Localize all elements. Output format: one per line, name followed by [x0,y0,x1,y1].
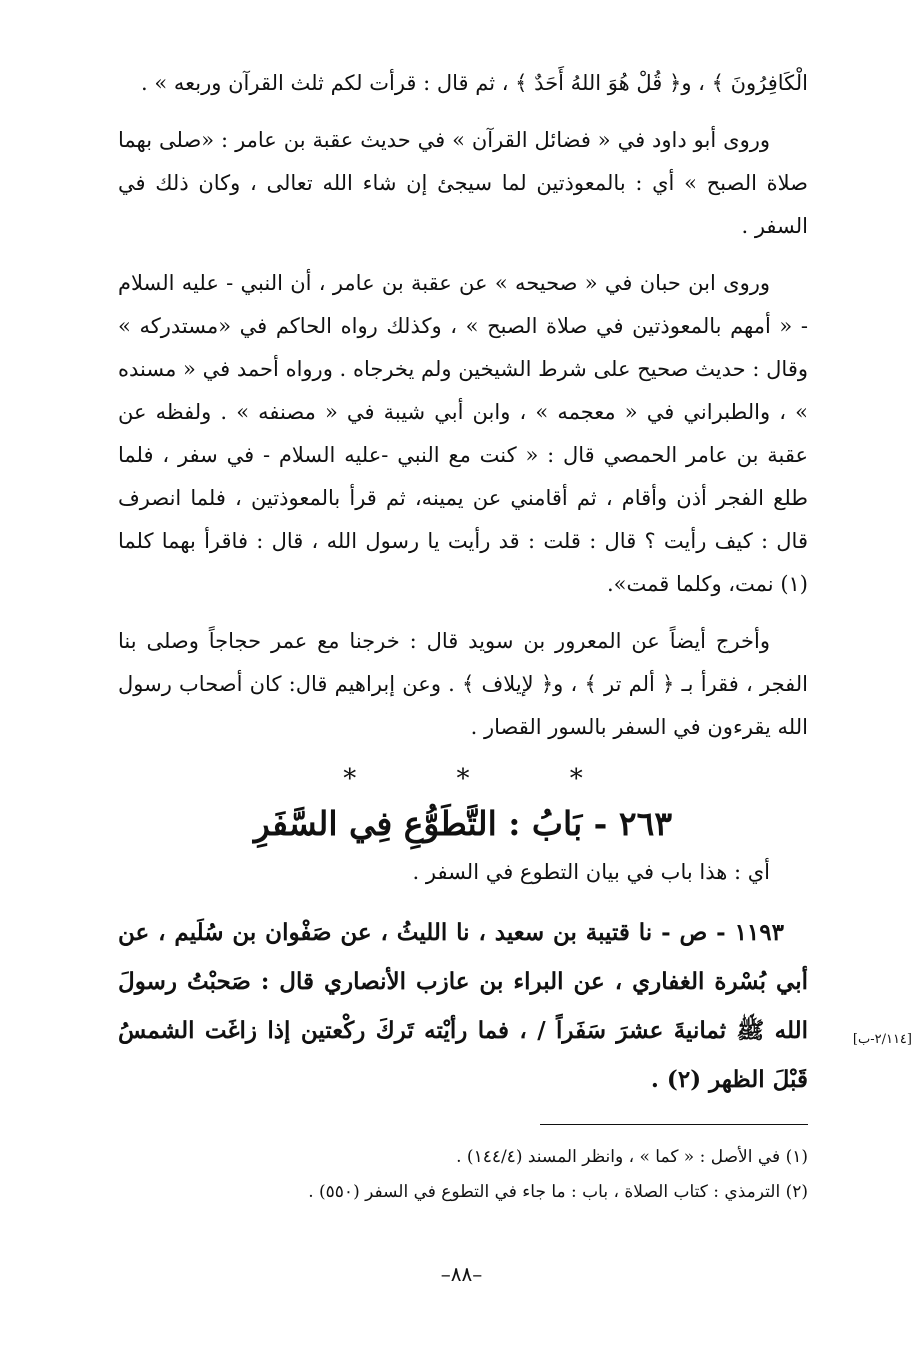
page-number: –٨٨– [440,1262,483,1286]
footnote-divider [540,1124,808,1125]
footnote-2: (٢) الترمذي : كتاب الصلاة ، باب : ما جاء في التطوع في السفر (٥٥٠) . [308,1182,808,1202]
paragraph-3: وروى ابن حبان في « صحيحه » عن عقبة بن عامر ، أن النبي - عليه السلام - « أمهم بالمعوذتين في صلاة الصبح » ، وكذلك رواه الحاكم في «مستدركه » وقال : حديث صحيح على شرط الشيخين ولم يخرجاه . ورواه أحمد في « مسنده » ، والطبراني في « معجمه » ، وابن أبي شيبة في « مصنفه » . ولفظه عن عقبة بن عامر الحمصي قال : « كنت مع النبي -عليه السلام - في سفر ، فلما طلع الفجر أذن وأقام ، ثم أقامني عن يمينه، ثم قرأ بالمعوذتين ، فلما انصرف قال : كيف رأيت ؟ قال : قلت : قد رأيت يا رسول الله ، قال : فاقرأ بهما كلما (١) نمت، وكلما قمت». [118,271,808,596]
manuscript-folio-marker: [٢/١١٤-ب] [852,1032,912,1047]
footnotes [118,1140,808,1210]
paragraph-4: وأخرج أيضاً عن المعرور بن سويد قال : خرجنا مع عمر حجاجاً وصلى بنا الفجر ، فقرأ بـ ﴿ ألم تر ﴾ ، و﴿ لإيلاف ﴾ . وعن إبراهيم قال: كان أصحاب رسول الله يقرءون في السفر بالسور القصار . [118,629,808,739]
paragraph-1: الْكَافِرُونَ ﴾ ، و﴿ قُلْ هُوَ اللهُ أَحَدٌ ﴾ ، ثم قال : قرأت لكم ثلث القرآن وربعه » . [141,71,808,95]
section-separator: * * * [343,764,629,794]
hadith-text: ١١٩٣ - ص - نا قتيبة بن سعيد ، نا الليثُ ، عن صَفْوان بن سُلَيم ، عن أبي بُسْرة الغفاري ، عن البراء بن عازب الأنصاري قال : صَحبْتُ رسولَ الله ﷺ ثمانيةَ عشرَ سَفَراً / ، فما رأيْته تَركَ ركْعتين إذا زاغَت الشمسُ قَبْلَ الظهر (٢) . [118,919,808,1093]
paragraph-2: وروى أبو داود في « فضائل القرآن » في حديث عقبة بن عامر : «صلى بهما صلاة الصبح » أي : بالمعوذتين لما سيجئ إن شاء الله تعالى ، وكان ذلك في السفر . [118,128,808,238]
paragraph-5: أي : هذا باب في بيان التطوع في السفر . [412,860,770,884]
footnote-1: (١) في الأصل : « كما » ، وانظر المسند (١٤٤/٤) . [456,1147,808,1167]
chapter-heading: ٢٦٣ - بَابُ : التَّطَوُّعِ فِي السَّفَرِ [253,804,673,843]
page-body [118,62,808,1104]
